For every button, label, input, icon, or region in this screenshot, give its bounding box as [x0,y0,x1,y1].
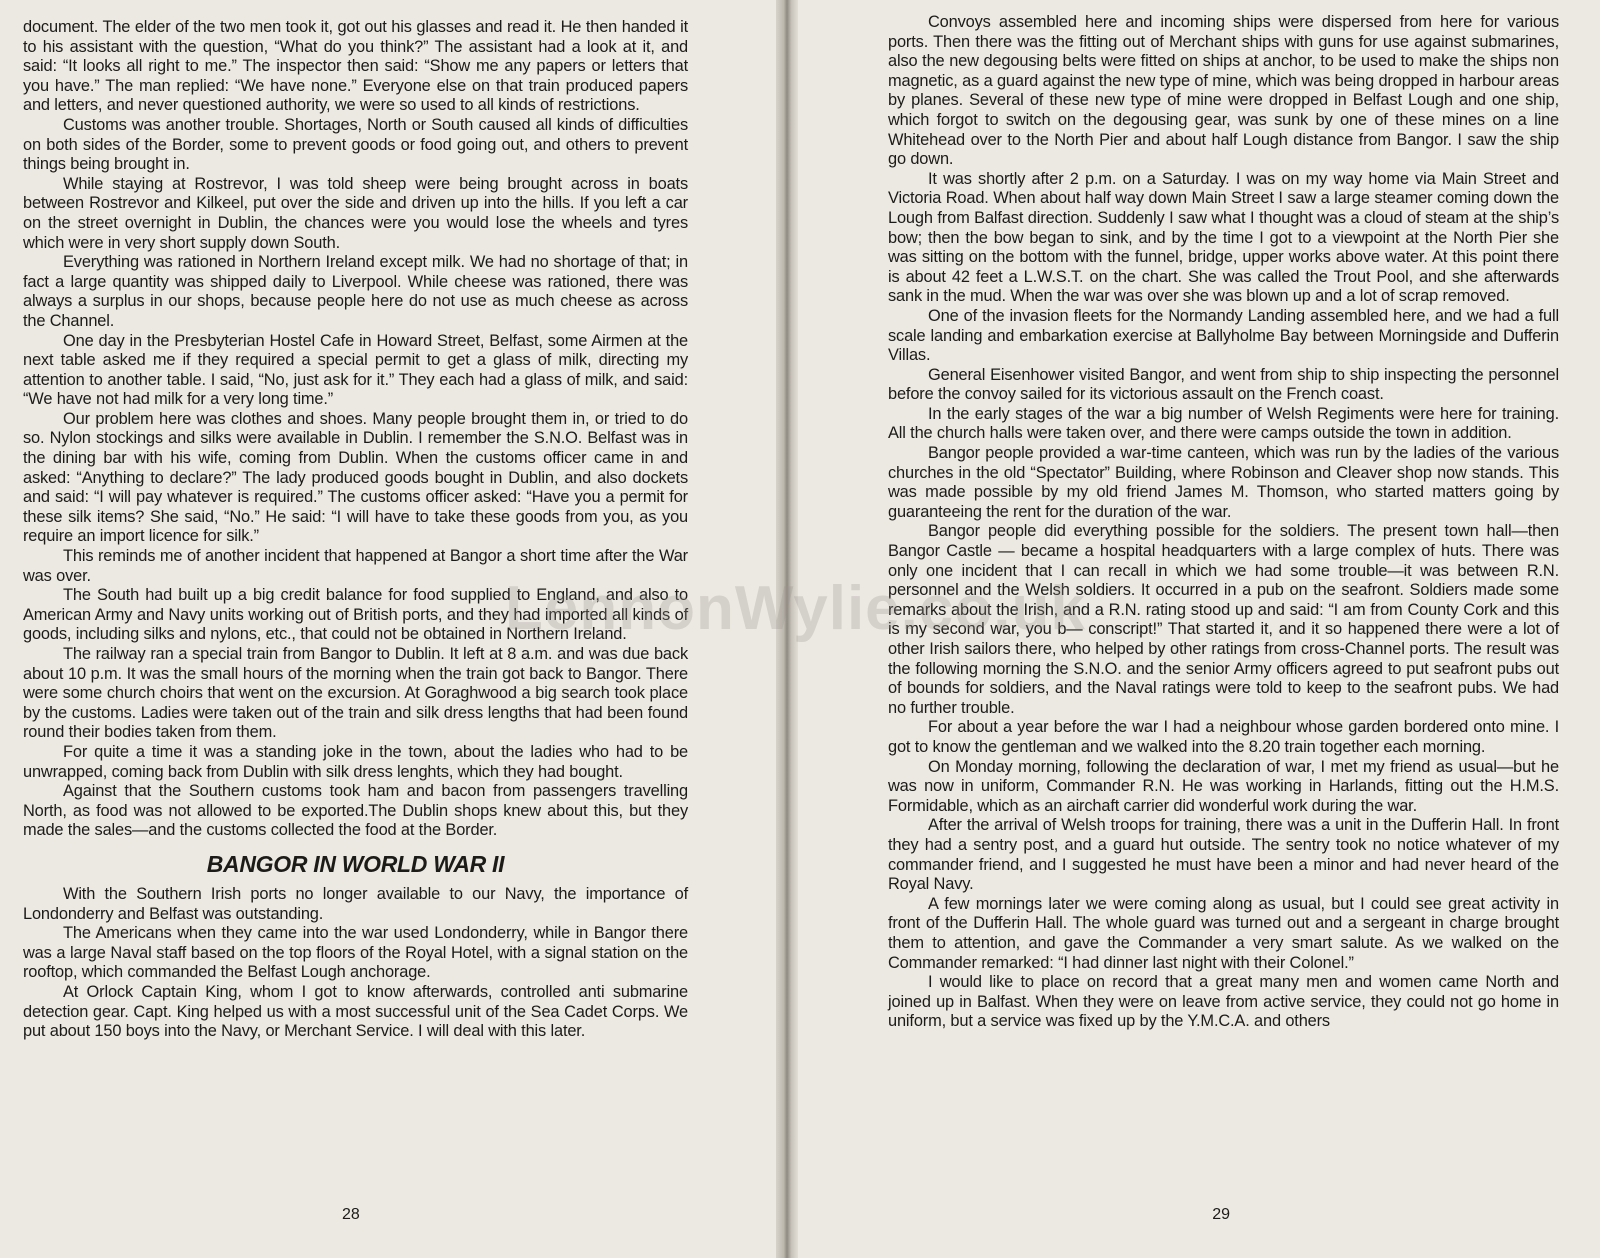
paragraph: Everything was rationed in Northern Ireland except milk. We had no shortage of that; in fact a large quantity was shipped daily to Liverpool. While cheese was rationed, there was always a surplus in our shops, because people here do not use as much cheese as across the Channel. [23,253,688,330]
left-page-text [23,18,688,1042]
paragraph: Our problem here was clothes and shoes. Many people brought them in, or tried to do so. Nylon stockings and silks were available in Dublin. I remember the S.N.O. Belfast was in the dining bar with his wife, coming from Dublin. When the customs officer came in and asked: “Anything to declare?” The lady produced goods bought in Dublin, and also dockets and said: “I will pay whatever is required.” The customs officer asked: “Have you a permit for these silk items? She said, “No.” He said: “I will have to take these goods from you, as you require an import licence for silk.” [23,409,688,546]
paragraph: The railway ran a special train from Bangor to Dublin. It left at 8 a.m. and was due back about 10 p.m. It was the small hours of the morning when the train got back to Bangor. There were some church choirs that went on the excursion. At Goraghwood a big search took place by the customs. Ladies were taken out of the train and silk dress lengths that had been found round their bodies taken from them. [23,645,688,742]
paragraph: In the early stages of the war a big number of Welsh Regiments were here for training. All the church halls were taken over, and there were camps outside the town in addition. [888,404,1559,443]
paragraph: For about a year before the war I had a neighbour whose garden bordered onto mine. I got to know the gentleman and we walked into the 8.20 train together each morning. [888,718,1559,756]
page-number-left: 28 [342,1206,360,1223]
paragraph: Convoys assembled here and incoming ships were dispersed from here for various ports. Then there was the fitting out of Merchant ships with guns for use against submarines, also the new degousing belts were fitted on ships at anchor, to be used to make the ships non magnetic, as a guard against the new type of mine, which was being dropped in harbour areas by planes. Several of these new type of mine were dropped in Belfast Lough and one ship, which forgot to switch on the degousing gear, was sunk by one of these mines on a line Whitehead over to the North Pier and about half Lough distance from Bangor. I saw the ship go down. [888,13,1559,169]
right-page-text [888,13,1559,1032]
paragraph: Bangor people provided a war-time canteen, which was run by the ladies of the various churches in the old “Spectator” Building, where Robinson and Cleaver shop now stands. This was made possible by my old friend James M. Thomson, who started matters going by guaranteeing the rent for the duration of the war. [888,444,1559,521]
watermark: LennonWylie.co.uk [505,574,1086,643]
paragraph: At Orlock Captain King, whom I got to know afterwards, controlled anti submarine detection gear. Capt. King helped us with a most successful unit of the Sea Cadet Corps. We put about 150 boys into the Navy, or Merchant Service. I will deal with this later. [23,982,688,1041]
section-heading: BANGOR IN WORLD WAR II [206,850,505,877]
paragraph: One of the invasion fleets for the Normandy Landing assembled here, and we had a full scale landing and embarkation exercise at Ballyholme Bay between Morningside and Dufferin Villas. [888,306,1559,365]
paragraph: Against that the Southern customs took ham and bacon from passengers travelling North, as food was not allowed to be exported.The Dublin shops knew about this, but they made the sales—and the customs collected the food at the Border. [23,782,688,840]
paragraph: One day in the Presbyterian Hostel Cafe in Howard Street, Belfast, some Airmen at the next table asked me if they required a special permit to get a glass of milk, directing my attention to another table. I said, “No, just ask for it.” They each had a glass of milk, and said: “We have not had milk for a very long time.” [23,331,688,409]
paragraph: It was shortly after 2 p.m. on a Saturday. I was on my way home via Main Street and Victoria Road. When about half way down Main Street I saw a large steamer coming down the Lough from Balfast direction. Suddenly I saw what I thought was a cloud of steam at the ship’s bow; then the bow began to sink, and by the time I got to a viewpoint at the North Pier she was sitting on the bottom with the funnel, bridge, upper works above water. At this point there is about 42 feet a L.W.S.T. on the chart. She was called the Trout Pool, and she afterwards sank in the mud. When the war was over she was blown up and a lot of scrap removed. [888,169,1559,306]
paragraph: I would like to place on record that a great many men and women came North and joined up in Balfast. When they were on leave from active service, they could not go home in uniform, but a service was fixed up by the Y.M.C.A. and others [888,973,1559,1031]
paragraph: The South had built up a big credit balance for food supplied to England, and also to American Army and Navy units working out of British ports, and they had imported all kinds of goods, including silks and nylons, etc., that could not be obtained in Northern Ireland. [23,586,688,644]
page-number-right: 29 [1212,1206,1230,1223]
paragraph: Bangor people did everything possible for the soldiers. The present town hall—then Bangor Castle — became a hospital headquarters with a large complex of huts. There was only one incident that I can recall in which we had some trouble—it was between R.N. personnel and the Welsh soldiers. It occurred in a pub on the seafront. Soldiers made some remarks about the Irish, and a R.N. rating stood up and said: “I am from County Cork and this is my second war, you b— conscript!” That started it, and it so happened there were a lot of other Irish sailors there, who helped by other ratings from cross-Channel ports. The result was the following morning the S.N.O. and the senior Army officers agreed to put seafront pubs out of bounds for soldiers, and the Naval ratings were told to keep to the seafront pubs. We had no further trouble. [888,522,1559,717]
paragraph: While staying at Rostrevor, I was told sheep were being brought across in boats between Rostrevor and Kilkeel, put over the side and driven up into the hills. If you left a car on the street overnight in Dublin, the chances were you would lose the wheels and tyres which were in very short supply down South. [23,174,688,252]
paragraph: After the arrival of Welsh troops for training, there was a unit in the Dufferin Hall. In front they had a sentry post, and a guard hut outside. The sentry took no notice whatever of my commander friend, and I suggested he must have been a minor and had never heard of the Royal Navy. [888,816,1559,894]
paragraph: The Americans when they came into the war used Londonderry, while in Bangor there was a large Naval staff based on the top floors of the Royal Hotel, with a signal station on the rooftop, which commanded the Belfast Lough anchorage. [23,924,688,982]
left-page [0,0,784,1258]
paragraph: General Eisenhower visited Bangor, and went from ship to ship inspecting the personnel before the convoy sailed for its victorious assault on the French coast. [888,365,1559,404]
paragraph: Customs was another trouble. Shortages, North or South caused all kinds of difficulties on both sides of the Border, some to prevent goods or food going out, and others to prevent things being brought in. [23,115,688,174]
right-page [784,0,1600,1258]
paragraph: This reminds me of another incident that happened at Bangor a short time after the War was over. [23,547,688,585]
paragraph: For quite a time it was a standing joke in the town, about the ladies who had to be unwrapped, coming back from Dublin with silk dress lenghts, which they had bought. [23,742,688,781]
paragraph: On Monday morning, following the declaration of war, I met my friend as usual—but he was now in uniform, Commander R.N. He was working in Harlands, fitting out the H.M.S. Formidable, which as an airchaft carrier did wonderful work during the war. [888,757,1559,815]
paragraph: With the Southern Irish ports no longer available to our Navy, the importance of Londonderry and Belfast was outstanding. [23,884,688,923]
paragraph: A few mornings later we were coming along as usual, but I could see great activity in front of the Dufferin Hall. The whole guard was turned out and a sergeant in charge brought them to attention, and gave the Commander a very smart salute. As we walked on the Commander remarked: “I had dinner last night with their Colonel.” [888,894,1559,972]
paragraph: document. The elder of the two men took it, got out his glasses and read it. He then handed it to his assistant with the question, “What do you think?” The assistant had a look at it, and said: “It looks all right to me.” The inspector then said: “Show me any papers or letters that you have.” The man replied: “We have none.” Everyone else on that train produced papers and letters, and never questioned authority, we were so used to all kinds of restrictions. [23,18,688,115]
book-gutter [776,0,798,1258]
